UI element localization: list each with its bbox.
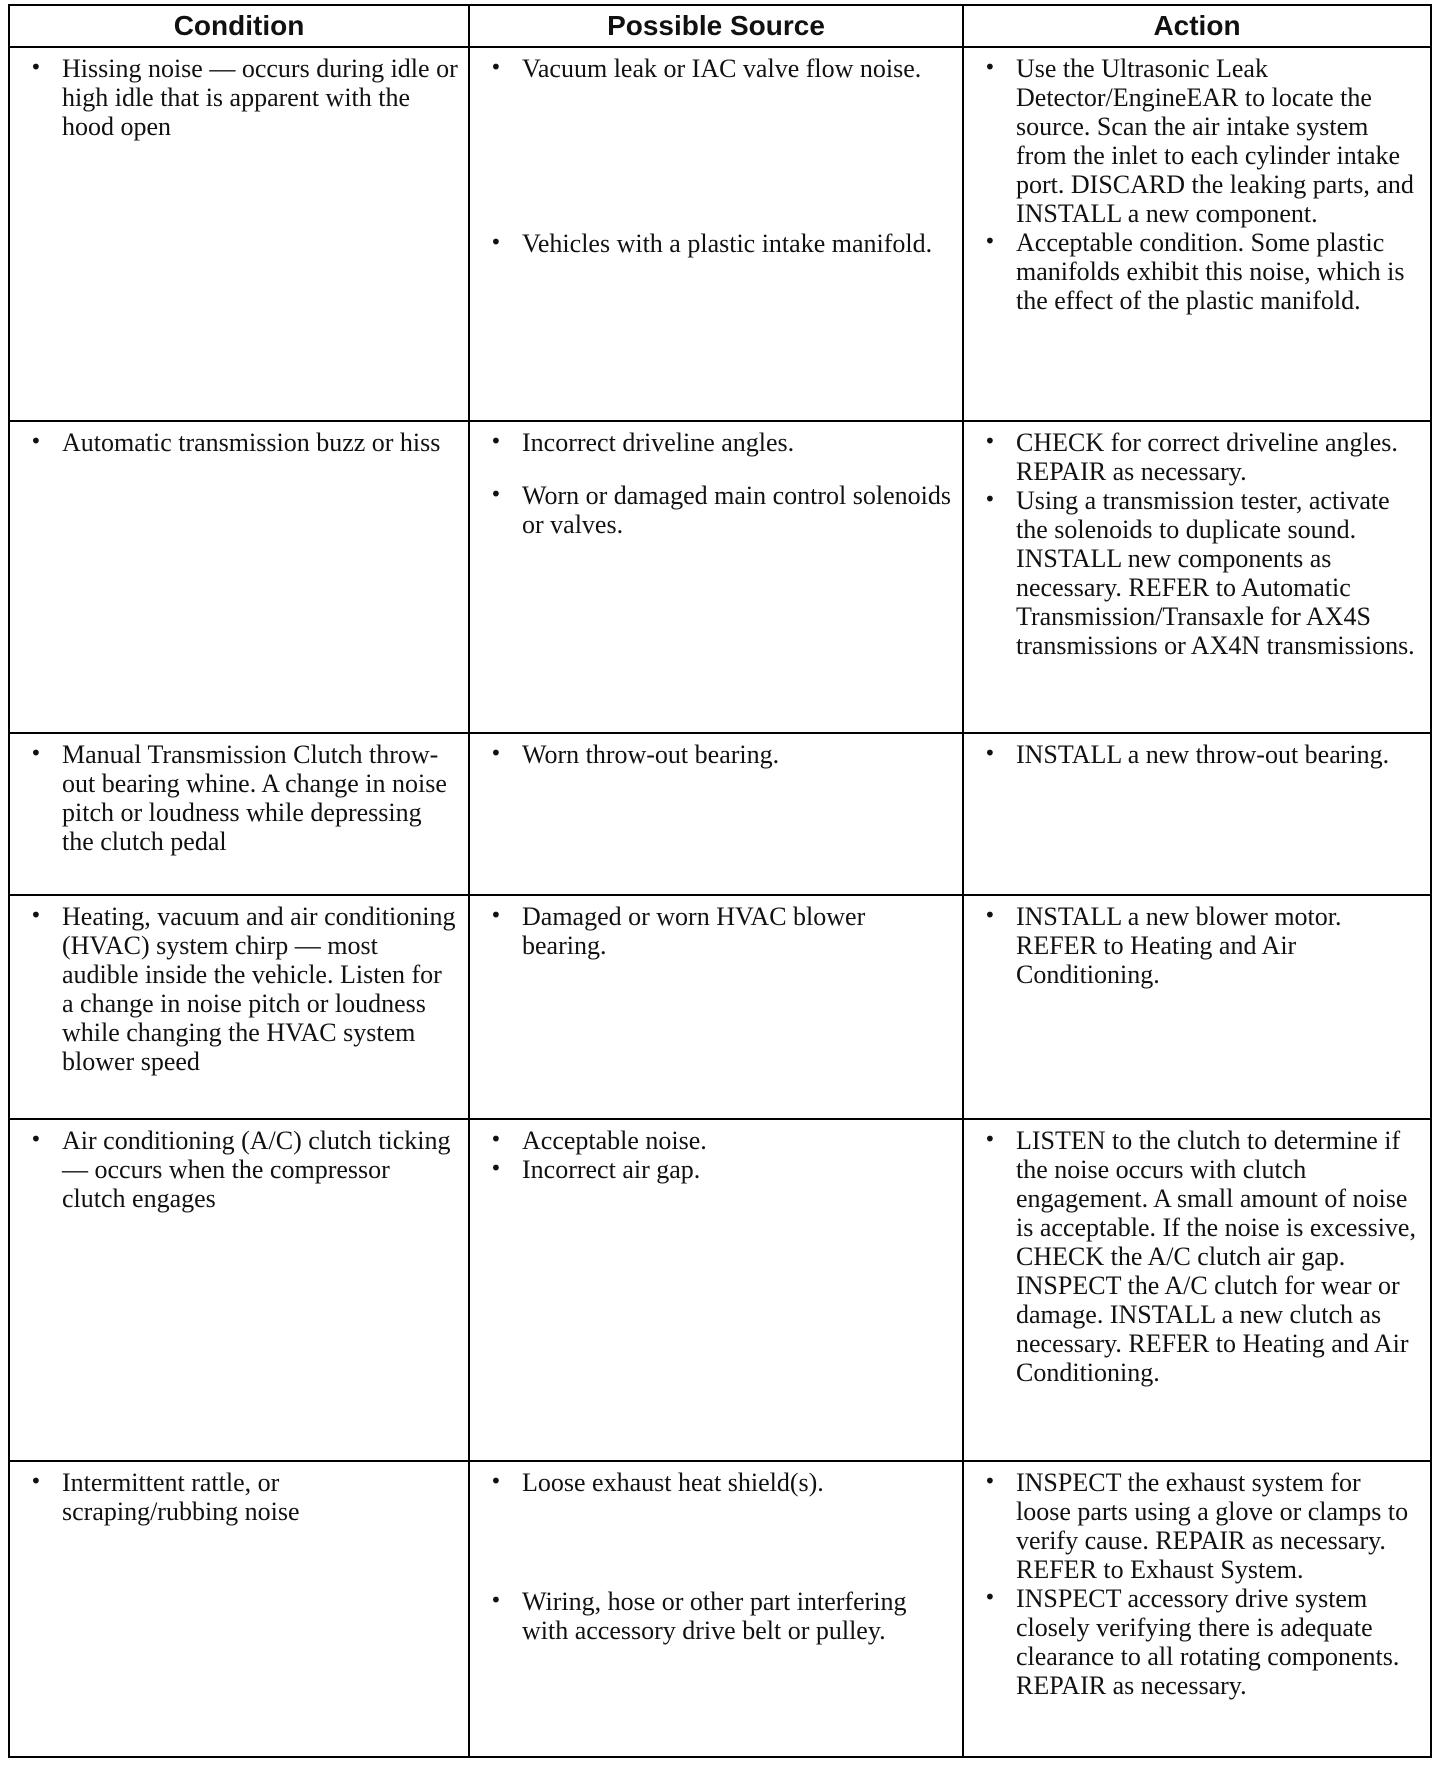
action-item: • INSTALL a new blower motor. REFER to Heating and Air Conditioning. bbox=[984, 902, 1342, 989]
action-cell bbox=[963, 421, 1431, 733]
condition-cell bbox=[9, 47, 469, 421]
condition-item: • Air conditioning (A/C) clutch ticking — occurs when the compressor clutch engages bbox=[30, 1126, 451, 1213]
source-cell bbox=[469, 895, 963, 1119]
source-item: • Incorrect driveline angles. bbox=[490, 428, 795, 457]
bullet-icon: • bbox=[30, 903, 42, 927]
action-item: • LISTEN to the clutch to determine if the noise occurs with clutch engagement. A small amount of noise is acceptable. If the noise is excessive, CHECK the A/C clutch air gap. INSPECT the A/C clutch for wear or damage. INSTALL a new clutch as necessary. REFER to Heating and Air Conditioning. bbox=[984, 1126, 1416, 1387]
condition-cell bbox=[9, 421, 469, 733]
condition-cell bbox=[9, 1461, 469, 1757]
header-condition: Condition bbox=[9, 5, 469, 47]
bullet-icon: • bbox=[490, 1156, 502, 1180]
header-row bbox=[9, 5, 1431, 47]
condition-cell bbox=[9, 895, 469, 1119]
bullet-icon: • bbox=[984, 55, 996, 79]
bullet-icon: • bbox=[30, 741, 42, 765]
action-item: • Acceptable condition. Some plastic manifolds exhibit this noise, which is the effect of the plastic manifold. bbox=[984, 228, 1405, 315]
header-possible-source: Possible Source bbox=[469, 5, 963, 47]
table-row bbox=[9, 895, 1431, 1119]
action-cell bbox=[963, 733, 1431, 895]
action-item: • Using a transmission tester, activate the solenoids to duplicate sound. INSTALL new components as necessary. REFER to Automatic Transmission/Transaxle for AX4S transmissions or AX4N transmissions. bbox=[984, 486, 1415, 660]
table-row bbox=[9, 421, 1431, 733]
bullet-icon: • bbox=[490, 55, 502, 79]
table-row bbox=[9, 1119, 1431, 1461]
bullet-icon: • bbox=[984, 1585, 996, 1609]
source-cell bbox=[469, 733, 963, 895]
condition-cell bbox=[9, 1119, 469, 1461]
source-cell bbox=[469, 1119, 963, 1461]
condition-cell bbox=[9, 733, 469, 895]
action-item: • INSPECT the exhaust system for loose parts using a glove or clamps to verify cause. REPAIR as necessary. REFER to Exhaust System. bbox=[984, 1468, 1409, 1584]
header-action: Action bbox=[963, 5, 1431, 47]
action-item: • INSPECT accessory drive system closely verifying there is adequate clearance to all rotating components. REPAIR as necessary. bbox=[984, 1584, 1400, 1700]
condition-item: • Heating, vacuum and air conditioning (HVAC) system chirp — most audible inside the vehicle. Listen for a change in noise pitch or loudness while changing the HVAC system blower speed bbox=[30, 902, 456, 1076]
condition-item: • Intermittent rattle, or scraping/rubbing noise bbox=[30, 1468, 300, 1526]
bullet-icon: • bbox=[984, 1127, 996, 1151]
action-item: • INSTALL a new throw-out bearing. bbox=[984, 740, 1390, 769]
action-cell bbox=[963, 895, 1431, 1119]
diagnosis-table bbox=[8, 4, 1432, 1758]
bullet-icon: • bbox=[984, 229, 996, 253]
action-item: • Use the Ultrasonic Leak Detector/EngineEAR to locate the source. Scan the air intake system from the inlet to each cylinder intake port. DISCARD the leaking parts, and INSTALL a new component. bbox=[984, 54, 1414, 228]
bullet-icon: • bbox=[490, 1588, 502, 1612]
condition-item: • Manual Transmission Clutch throw-out bearing whine. A change in noise pitch or loudness while depressing the clutch pedal bbox=[30, 740, 447, 856]
condition-item: • Hissing noise — occurs during idle or high idle that is apparent with the hood open bbox=[30, 54, 458, 141]
source-cell bbox=[469, 421, 963, 733]
source-item: • Worn throw-out bearing. bbox=[490, 740, 780, 769]
bullet-icon: • bbox=[984, 1469, 996, 1493]
table-row bbox=[9, 733, 1431, 895]
source-item: • Vehicles with a plastic intake manifold. bbox=[490, 229, 933, 258]
table-row bbox=[9, 1461, 1431, 1757]
bullet-icon: • bbox=[984, 487, 996, 511]
source-item: • Worn or damaged main control solenoids or valves. bbox=[490, 481, 951, 539]
bullet-icon: • bbox=[984, 903, 996, 927]
bullet-icon: • bbox=[490, 482, 502, 506]
source-item: • Incorrect air gap. bbox=[490, 1155, 701, 1184]
source-item: • Damaged or worn HVAC blower bearing. bbox=[490, 902, 866, 960]
bullet-icon: • bbox=[30, 429, 42, 453]
bullet-icon: • bbox=[984, 429, 996, 453]
bullet-icon: • bbox=[490, 230, 502, 254]
bullet-icon: • bbox=[30, 55, 42, 79]
bullet-icon: • bbox=[490, 1469, 502, 1493]
table-row bbox=[9, 47, 1431, 421]
source-cell bbox=[469, 47, 963, 421]
action-cell bbox=[963, 1461, 1431, 1757]
bullet-icon: • bbox=[984, 741, 996, 765]
bullet-icon: • bbox=[30, 1469, 42, 1493]
bullet-icon: • bbox=[490, 1127, 502, 1151]
bullet-icon: • bbox=[30, 1127, 42, 1151]
action-cell bbox=[963, 1119, 1431, 1461]
condition-item: • Automatic transmission buzz or hiss bbox=[30, 428, 441, 457]
source-item: • Vacuum leak or IAC valve flow noise. bbox=[490, 54, 922, 83]
action-cell bbox=[963, 47, 1431, 421]
source-cell bbox=[469, 1461, 963, 1757]
bullet-icon: • bbox=[490, 429, 502, 453]
source-item: • Loose exhaust heat shield(s). bbox=[490, 1468, 824, 1497]
source-item: • Wiring, hose or other part interfering with accessory drive belt or pulley. bbox=[490, 1587, 907, 1645]
bullet-icon: • bbox=[490, 741, 502, 765]
bullet-icon: • bbox=[490, 903, 502, 927]
action-item: • CHECK for correct driveline angles. REPAIR as necessary. bbox=[984, 428, 1398, 486]
source-item: • Acceptable noise. bbox=[490, 1126, 707, 1155]
